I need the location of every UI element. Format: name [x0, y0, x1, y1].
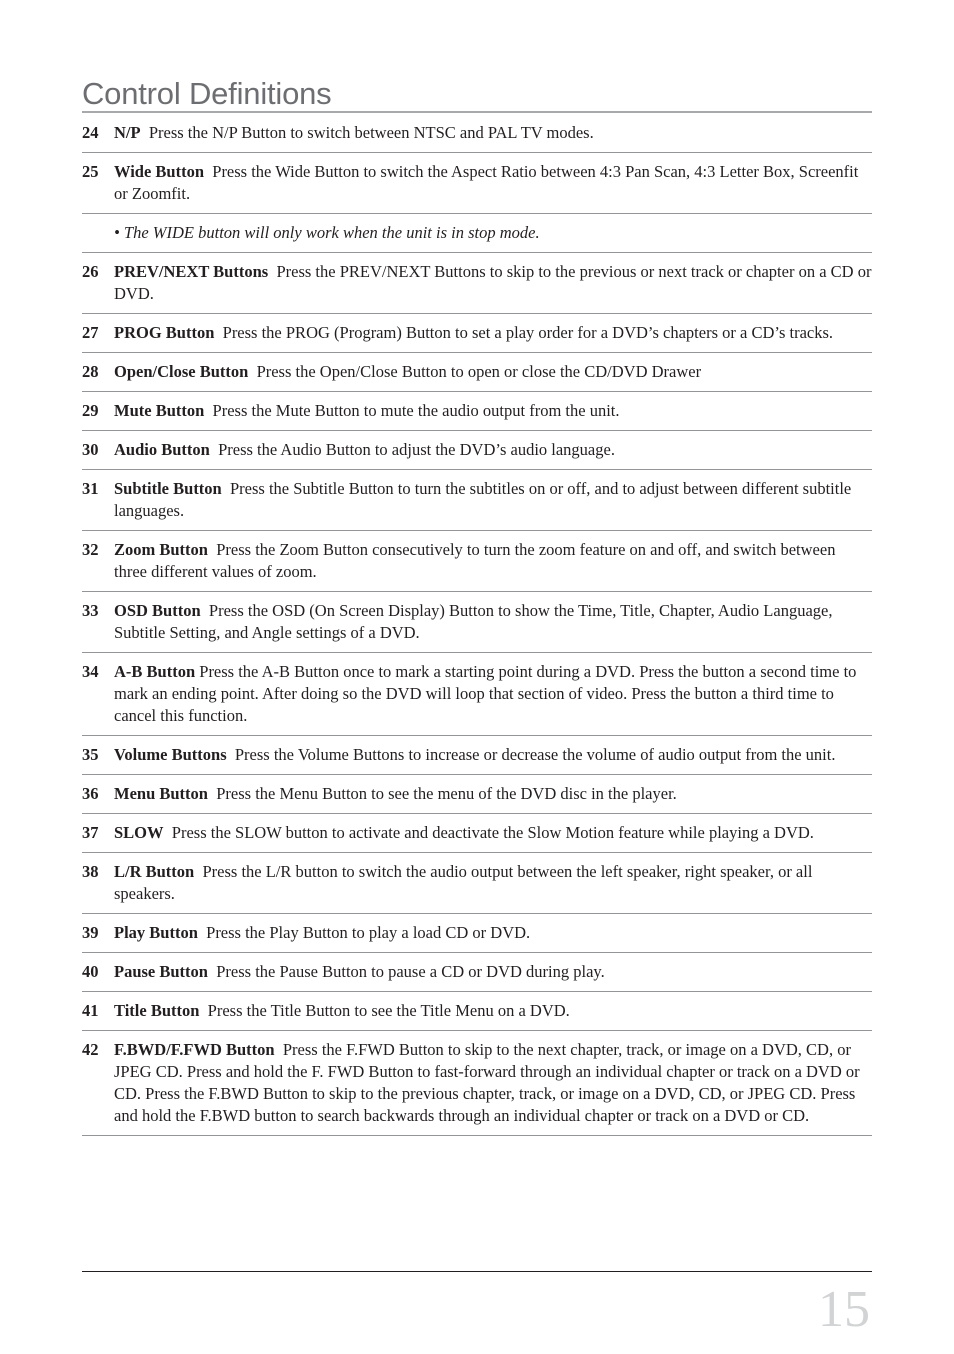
definition-term: Zoom Button: [114, 540, 208, 559]
definition-term: Menu Button: [114, 784, 208, 803]
footer-divider: [82, 1271, 872, 1272]
definition-text: Press the L/R button to switch the audio output between the left speaker, right speaker, or all speakers.: [114, 862, 813, 903]
definition-term: Open/Close Button: [114, 362, 249, 381]
definition-text: Press the Play Button to play a load CD or DVD.: [206, 923, 531, 942]
definition-term: A-B Button: [114, 662, 196, 681]
definition-row-34: [82, 653, 872, 736]
definition-row-26: [82, 253, 872, 314]
definition-text: Press the PREV/NEXT Buttons to skip to the previous or next track or chapter on a CD or DVD.: [114, 262, 872, 303]
definition-number: 26: [82, 262, 99, 281]
definition-number: 42: [82, 1040, 99, 1059]
definition-row-32: [82, 531, 872, 592]
definition-term: Subtitle Button: [114, 479, 222, 498]
definition-row-41: [82, 992, 872, 1031]
definition-text: Press the SLOW button to activate and deactivate the Slow Motion feature while playing a DVD.: [171, 823, 814, 842]
page-title: Control Definitions: [82, 76, 332, 111]
definition-number: 34: [82, 662, 99, 681]
definition-term: OSD Button: [114, 601, 201, 620]
definition-number: 33: [82, 601, 99, 620]
definition-text: Press the Title Button to see the Title Menu on a DVD.: [207, 1001, 570, 1020]
definition-row-36: [82, 775, 872, 814]
definition-note-row: [82, 214, 872, 253]
definition-text: Press the A-B Button once to mark a starting point during a DVD. Press the button a second time to mark an ending point. After doing so the DVD will loop that section of video. Press the button a third time to cancel this function.: [114, 662, 857, 725]
definition-text: Press the Volume Buttons to increase or decrease the volume of audio output from the unit.: [234, 745, 836, 764]
definition-number: 24: [82, 123, 99, 142]
definition-number: 36: [82, 784, 99, 803]
definition-term: Pause Button: [114, 962, 208, 981]
definition-term: F.BWD/F.FWD Button: [114, 1040, 275, 1059]
definition-number: 29: [82, 401, 99, 420]
definition-number: 38: [82, 862, 99, 881]
definition-row-37: [82, 814, 872, 853]
definition-number: 27: [82, 323, 99, 342]
definition-term: Title Button: [114, 1001, 200, 1020]
definition-term: Volume Buttons: [114, 745, 227, 764]
definition-row-25: [82, 153, 872, 214]
definition-text: Press the Zoom Button consecutively to turn the zoom feature on and off, and switch between three different values of zoom.: [114, 540, 836, 581]
definition-row-38: [82, 853, 872, 914]
page-number: 15: [818, 1281, 870, 1338]
definition-term: L/R Button: [114, 862, 195, 881]
definition-text: Press the Open/Close Button to open or close the CD/DVD Drawer: [256, 362, 702, 381]
definition-number: [82, 222, 114, 244]
definition-number: 39: [82, 923, 99, 942]
definition-row-29: [82, 392, 872, 431]
definition-row-31: [82, 470, 872, 531]
definition-text: Press the Wide Button to switch the Aspect Ratio between 4:3 Pan Scan, 4:3 Letter Box, Screenfit or Zoomfit.: [114, 162, 859, 203]
definition-note: • The WIDE button will only work when the unit is in stop mode.: [114, 223, 540, 242]
definition-number: 41: [82, 1001, 99, 1020]
definition-term: Wide Button: [114, 162, 205, 181]
definition-number: 30: [82, 440, 99, 459]
definition-number: 32: [82, 540, 99, 559]
control-definitions-list: [82, 114, 872, 1136]
definition-row-40: [82, 953, 872, 992]
definition-term: PREV/NEXT Buttons: [114, 262, 269, 281]
definition-term: PROG Button: [114, 323, 215, 342]
definition-row-27: [82, 314, 872, 353]
definition-term: SLOW: [114, 823, 164, 842]
definition-text: Press the F.FWD Button to skip to the next chapter, track, or image on a DVD, CD, or JPEG CD. Press and hold the F. FWD Button to fast-forward through an individual chapter or track on a DVD or CD. Press the F.BWD Button to skip to the previous chapter, track, or image on a DVD, CD, or JPEG CD. Press and hold the F.BWD button to search backwards through an individual chapter or track on a DVD or CD.: [114, 1040, 860, 1125]
definition-number: 35: [82, 745, 99, 764]
definition-text: Press the Pause Button to pause a CD or DVD during play.: [216, 962, 605, 981]
definition-text: Press the PROG (Program) Button to set a play order for a DVD’s chapters or a CD’s tracks.: [222, 323, 834, 342]
definition-number: 25: [82, 162, 99, 181]
definition-term: Play Button: [114, 923, 198, 942]
definition-text: Press the Subtitle Button to turn the subtitles on or off, and to adjust between different subtitle languages.: [114, 479, 852, 520]
definition-number: 31: [82, 479, 99, 498]
definition-text: Press the Menu Button to see the menu of the DVD disc in the player.: [216, 784, 677, 803]
definition-text: Press the N/P Button to switch between NTSC and PAL TV modes.: [148, 123, 594, 142]
definition-row-35: [82, 736, 872, 775]
definition-text: Press the Mute Button to mute the audio output from the unit.: [212, 401, 620, 420]
definition-text: Press the OSD (On Screen Display) Button to show the Time, Title, Chapter, Audio Language, Subtitle Setting, and Angle settings of a DVD.: [114, 601, 833, 642]
definition-term: Mute Button: [114, 401, 205, 420]
definition-row-33: [82, 592, 872, 653]
definition-row-24: [82, 114, 872, 153]
definition-term: Audio Button: [114, 440, 210, 459]
definition-row-42: [82, 1031, 872, 1136]
definition-row-39: [82, 914, 872, 953]
definition-number: 40: [82, 962, 99, 981]
definition-text: Press the Audio Button to adjust the DVD’s audio language.: [218, 440, 615, 459]
definition-number: 28: [82, 362, 99, 381]
definition-row-28: [82, 353, 872, 392]
definition-row-30: [82, 431, 872, 470]
definition-term: N/P: [114, 123, 141, 142]
title-divider: [82, 111, 872, 113]
definition-number: 37: [82, 823, 99, 842]
